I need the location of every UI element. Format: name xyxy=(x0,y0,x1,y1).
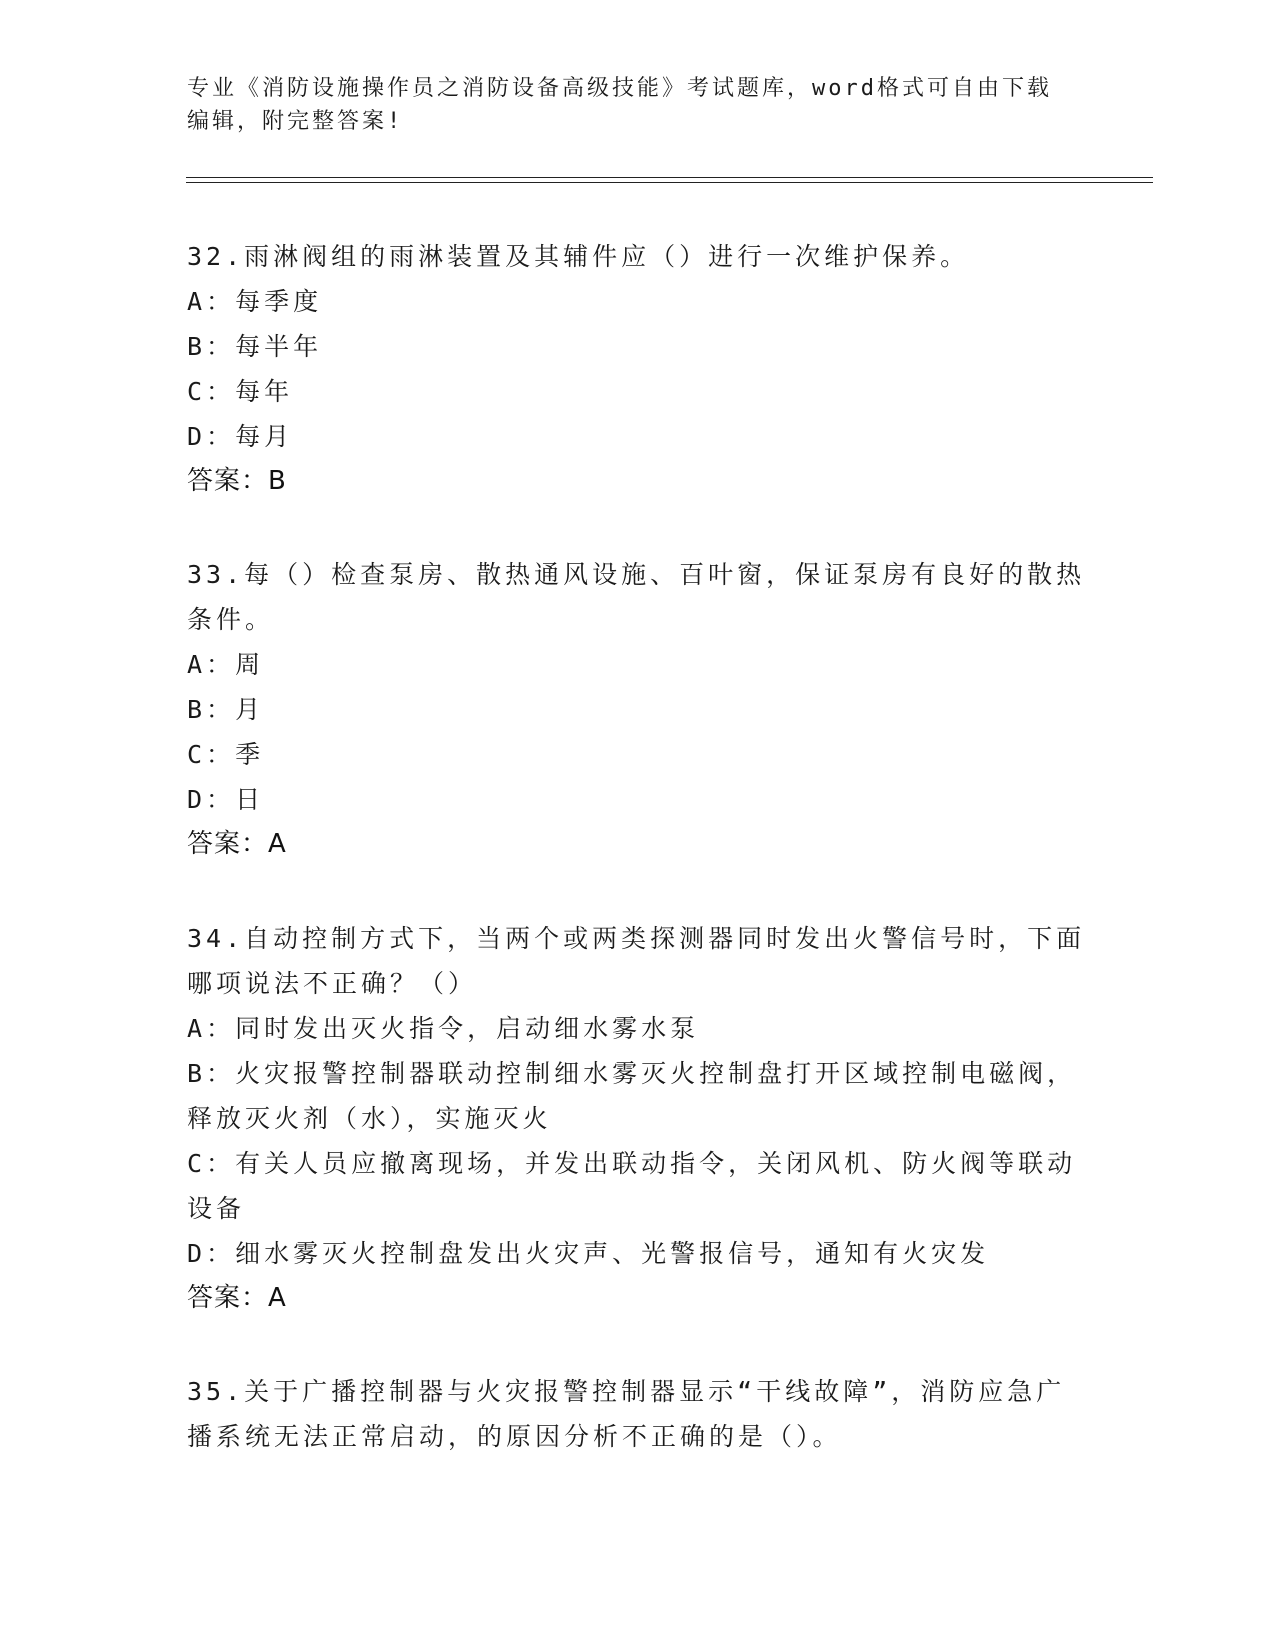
option-label: C： xyxy=(187,740,236,769)
question-title: 34.自动控制方式下，当两个或两类探测器同时发出火警信号时，下面哪项说法不正确？（） xyxy=(187,924,1086,998)
answer-label: 答案： xyxy=(187,466,269,496)
option-a xyxy=(187,279,1087,324)
option-text: 每年 xyxy=(235,377,294,406)
answer-label: 答案： xyxy=(187,1283,269,1313)
option-c xyxy=(187,732,1087,777)
option-text: 每季度 xyxy=(235,287,323,316)
option-text: 季 xyxy=(235,740,265,769)
option-d xyxy=(187,777,1087,822)
option-text: 日 xyxy=(235,785,265,814)
option-d xyxy=(187,414,1087,459)
question-33 xyxy=(187,552,1087,867)
option-text: 细水雾灭火控制盘发出火灾声、光警报信号，通知有火灾发 xyxy=(235,1239,990,1268)
question-34 xyxy=(187,916,1087,1321)
option-label: A： xyxy=(187,650,236,679)
option-label: C： xyxy=(187,377,236,406)
document-header: 专业《消防设施操作员之消防设备高级技能》考试题库，word格式可自由下载编辑，附完整答案! xyxy=(187,76,1052,134)
option-text: 月 xyxy=(235,695,265,724)
option-label: A： xyxy=(187,287,236,316)
answer-line xyxy=(187,822,1087,867)
option-d xyxy=(187,1231,1087,1276)
header-divider-bottom xyxy=(186,182,1153,183)
answer-label: 答案： xyxy=(187,829,269,859)
option-text: 每半年 xyxy=(235,332,323,361)
answer-value: A xyxy=(268,1283,287,1313)
option-text: 周 xyxy=(235,650,265,679)
option-label: C： xyxy=(187,1149,236,1178)
option-label: D： xyxy=(187,1239,236,1268)
option-text: 每月 xyxy=(235,422,294,451)
question-title: 33.每（）检查泵房、散热通风设施、百叶窗，保证泵房有良好的散热条件。 xyxy=(187,560,1086,634)
question-35 xyxy=(187,1369,1087,1459)
option-c xyxy=(187,369,1087,414)
question-title: 32.雨淋阀组的雨淋装置及其辅件应（）进行一次维护保养。 xyxy=(187,242,970,271)
answer-value: A xyxy=(268,829,287,859)
option-label: D： xyxy=(187,785,236,814)
question-32 xyxy=(187,234,1087,504)
option-label: A： xyxy=(187,1014,236,1043)
option-b xyxy=(187,1051,1087,1141)
option-label: D： xyxy=(187,422,236,451)
answer-line xyxy=(187,459,1087,504)
option-a xyxy=(187,1006,1087,1051)
header-divider-top xyxy=(186,177,1153,178)
option-text: 火灾报警控制器联动控制细水雾灭火控制盘打开区域控制电磁阀，释放灭火剂（水），实施灭火 xyxy=(187,1059,1077,1133)
option-c xyxy=(187,1141,1087,1231)
answer-line xyxy=(187,1276,1087,1321)
answer-value: B xyxy=(268,466,287,496)
question-title: 35.关于广播控制器与火灾报警控制器显示“干线故障”，消防应急广播系统无法正常启动，的原因分析不正确的是（）。 xyxy=(187,1377,1066,1451)
option-text: 有关人员应撤离现场，并发出联动指令，关闭风机、防火阀等联动设备 xyxy=(187,1149,1077,1223)
option-text: 同时发出灭火指令，启动细水雾水泵 xyxy=(235,1014,700,1043)
option-label: B： xyxy=(187,332,236,361)
option-label: B： xyxy=(187,695,236,724)
option-a xyxy=(187,642,1087,687)
option-b xyxy=(187,687,1087,732)
option-b xyxy=(187,324,1087,369)
option-label: B： xyxy=(187,1059,236,1088)
